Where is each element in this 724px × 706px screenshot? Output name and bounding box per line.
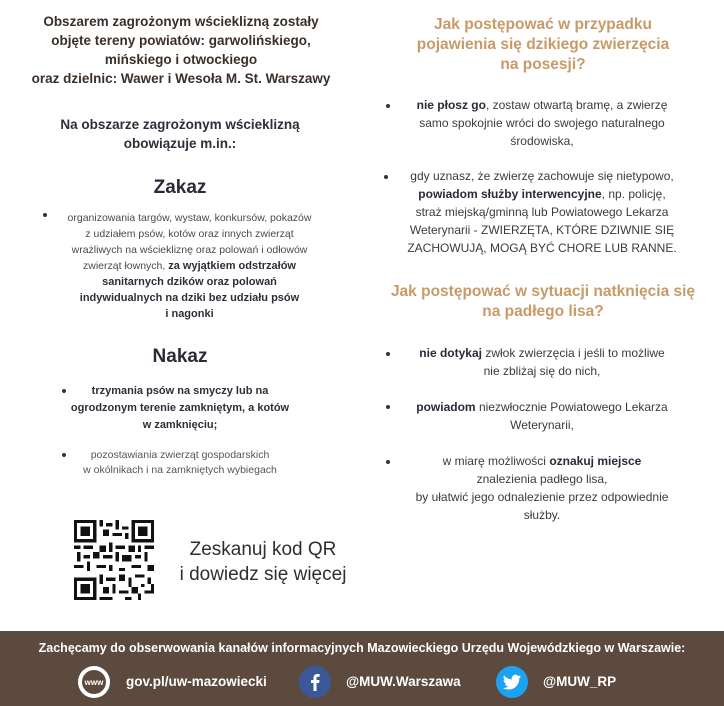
social-links — [0, 666, 724, 700]
nakaz-heading: Nakaz — [152, 346, 208, 367]
scan-qr-text: Zeskanuj kod QR i dowiedz się więcej — [179, 539, 347, 585]
nakaz-item-livestock: pozostawiania zwierząt gospodarskich w okólnikach i na zamkniętych wybiegach — [83, 449, 277, 476]
facebook-icon[interactable] — [299, 666, 331, 698]
nakaz-item-leash: trzymania psów na smyczy lub na ogrodzonym terenie zamkniętym, a kotów w zamknięciu; — [70, 385, 290, 431]
dead-fox-item-3: w miarę możliwości oznakuj miejsce znalezienia padłego lisa, by ułatwić jego odnalezienie przez odpowiednie służby. — [415, 454, 669, 522]
wild-animal-item-2: gdy uznasz, że zwierzę zachowuje się nietypowo, powiadom służby interwencyjne, np. policję, straż miejską/gminną lub Powiatowego Lekarza Weterynarii - ZWIERZĘTA, KTÓRE DZIWNIE SIĘ ZACHOWUJĄ, MOGĄ BYĆ CHORE LUB RANNE. — [407, 169, 677, 255]
dead-fox-heading: Jak postępować w sytuacji natknięcia się na padłego lisa? — [390, 283, 696, 320]
intro-text: Obszarem zagrożonym wścieklizną zostały objęte tereny powiatów: garwolińskiego, mińskiego i otwockiego oraz dzielnic: Wawer i Wesoła M. St. Warszawy — [31, 14, 331, 86]
twitter-icon[interactable] — [496, 666, 528, 698]
wild-animal-heading: Jak postępować w przypadku pojawienia się dzikiego zwierzęcia na posesji? — [416, 16, 670, 73]
footer-title: Zachęcamy do obserwowania kanałów informacyjnych Mazowieckiego Urzędu Wojewódzkiego w Warszawie: — [38, 641, 686, 655]
facebook-link[interactable]: @MUW.Warszawa — [346, 674, 461, 689]
footer-banner — [0, 631, 724, 706]
qr-code[interactable] — [74, 520, 154, 600]
zakaz-heading: Zakaz — [153, 177, 207, 198]
bullet-icon — [43, 213, 47, 217]
dead-fox-item-2: powiadom niezwłocznie Powiatowego Lekarza Weterynarii, — [416, 400, 668, 432]
wild-animal-item-1: nie płosz go, zostaw otwartą bramę, a zwierzę samo spokojnie wróci do swojego naturalnego środowiska, — [416, 98, 668, 148]
svg-text:www: www — [84, 678, 104, 687]
twitter-link[interactable]: @MUW_RP — [543, 674, 617, 689]
website-link[interactable]: gov.pl/uw-mazowiecki — [126, 674, 267, 689]
zakaz-text: organizowania targów, wystaw, konkursów, pokazów z udziałem psów, kotów oraz innych zwierząt wrażliwych na wściekliznę oraz polowań i odłowów zwierząt łownych, za wyjątkiem odstrzałów sanitarnych dzików oraz polowań indywidualnych na dziki bez udziału psów i nagonki — [67, 212, 312, 320]
www-globe-icon[interactable] — [78, 666, 110, 698]
obligations-intro: Na obszarze zagrożonym wścieklizną obowiązuje m.in.: — [60, 117, 300, 151]
dead-fox-item-1: nie dotykaj zwłok zwierzęcia i jeśli to możliwe nie zbliżaj się do nich, — [419, 346, 665, 378]
